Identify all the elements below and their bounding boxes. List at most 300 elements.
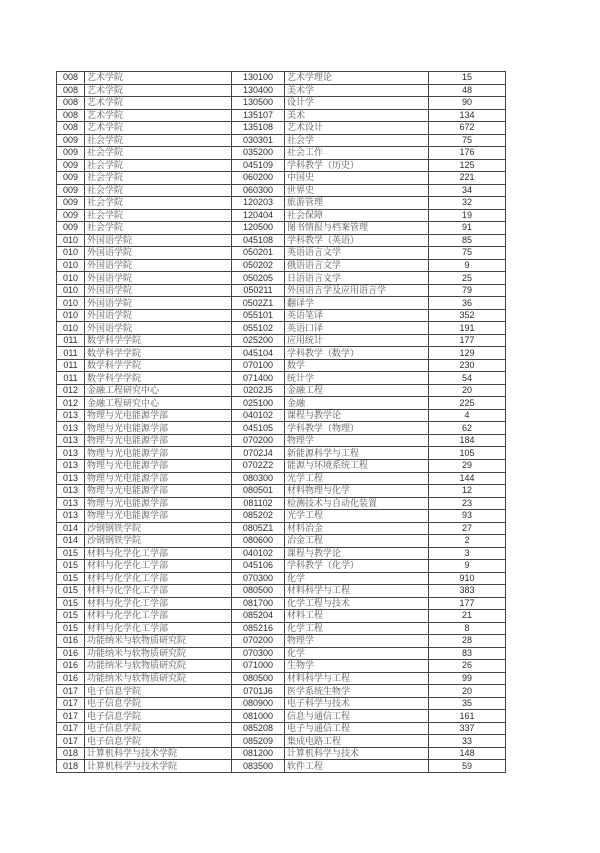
program-code-cell: 050202 (232, 259, 285, 272)
unit-code-cell: 017 (57, 685, 85, 698)
admit-count-cell: 8 (429, 622, 506, 635)
table-row (57, 535, 506, 548)
unit-code-cell: 009 (57, 134, 85, 147)
unit-code-cell: 015 (57, 572, 85, 585)
table-row (57, 359, 506, 372)
program-code-cell: 135108 (232, 122, 285, 135)
program-code-cell: 050211 (232, 284, 285, 297)
enrollment-table (56, 71, 506, 773)
program-code-cell: 071400 (232, 372, 285, 385)
admit-count-cell: 23 (429, 497, 506, 510)
program-code-cell: 045105 (232, 422, 285, 435)
program-name-cell: 学科教学（化学） (285, 560, 429, 573)
college-name-cell: 物理与光电能源学部 (85, 434, 232, 447)
table-row (57, 459, 506, 472)
program-name-cell: 社会保障 (285, 209, 429, 222)
program-code-cell: 055102 (232, 322, 285, 335)
program-code-cell: 080900 (232, 697, 285, 710)
unit-code-cell: 010 (57, 259, 85, 272)
admit-count-cell: 2 (429, 535, 506, 548)
table-row (57, 172, 506, 185)
program-name-cell: 外国语言学及应用语言学 (285, 284, 429, 297)
college-name-cell: 材料与化学化工学部 (85, 547, 232, 560)
program-name-cell: 生物学 (285, 660, 429, 673)
college-name-cell: 数学科学学院 (85, 372, 232, 385)
program-name-cell: 设计学 (285, 97, 429, 110)
program-name-cell: 图书情报与档案管理 (285, 222, 429, 235)
program-code-cell: 025200 (232, 334, 285, 347)
admit-count-cell: 672 (429, 122, 506, 135)
college-name-cell: 社会学院 (85, 172, 232, 185)
table-row (57, 585, 506, 598)
admit-count-cell: 75 (429, 247, 506, 260)
college-name-cell: 材料与化学化工学部 (85, 560, 232, 573)
program-code-cell: 130100 (232, 72, 285, 85)
college-name-cell: 社会学院 (85, 197, 232, 210)
college-name-cell: 计算机科学与技术学院 (85, 747, 232, 760)
table-row (57, 647, 506, 660)
program-code-cell: 083500 (232, 760, 285, 773)
program-name-cell: 学科教学（英语） (285, 234, 429, 247)
program-code-cell: 081700 (232, 597, 285, 610)
unit-code-cell: 012 (57, 397, 85, 410)
college-name-cell: 金融工程研究中心 (85, 397, 232, 410)
program-name-cell: 艺术设计 (285, 122, 429, 135)
program-code-cell: 085204 (232, 610, 285, 623)
program-name-cell: 化学 (285, 572, 429, 585)
admit-count-cell: 26 (429, 660, 506, 673)
college-name-cell: 外国语学院 (85, 297, 232, 310)
program-name-cell: 学科教学（历史） (285, 159, 429, 172)
program-name-cell: 材料工程 (285, 610, 429, 623)
unit-code-cell: 013 (57, 409, 85, 422)
admit-count-cell: 230 (429, 359, 506, 372)
program-name-cell: 数学 (285, 359, 429, 372)
admit-count-cell: 28 (429, 635, 506, 648)
program-name-cell: 社会工作 (285, 147, 429, 160)
table-row (57, 409, 506, 422)
program-name-cell: 物理学 (285, 635, 429, 648)
program-name-cell: 美术学 (285, 84, 429, 97)
admit-count-cell: 125 (429, 159, 506, 172)
table-row (57, 72, 506, 85)
unit-code-cell: 014 (57, 535, 85, 548)
admit-count-cell: 12 (429, 485, 506, 498)
table-row (57, 672, 506, 685)
unit-code-cell: 014 (57, 522, 85, 535)
unit-code-cell: 010 (57, 284, 85, 297)
program-name-cell: 课程与教学论 (285, 547, 429, 560)
unit-code-cell: 017 (57, 710, 85, 723)
program-code-cell: 050201 (232, 247, 285, 260)
table-row (57, 497, 506, 510)
admit-count-cell: 33 (429, 735, 506, 748)
table-row (57, 309, 506, 322)
table-row (57, 334, 506, 347)
table-row (57, 284, 506, 297)
table-row (57, 347, 506, 360)
unit-code-cell: 010 (57, 297, 85, 310)
table-row (57, 272, 506, 285)
table-row (57, 597, 506, 610)
college-name-cell: 计算机科学与技术学院 (85, 760, 232, 773)
admit-count-cell: 184 (429, 434, 506, 447)
table-row (57, 147, 506, 160)
table-row (57, 372, 506, 385)
table-row (57, 434, 506, 447)
program-code-cell: 035200 (232, 147, 285, 160)
unit-code-cell: 009 (57, 172, 85, 185)
program-code-cell: 085202 (232, 510, 285, 523)
admit-count-cell: 105 (429, 447, 506, 460)
unit-code-cell: 013 (57, 485, 85, 498)
unit-code-cell: 017 (57, 735, 85, 748)
unit-code-cell: 016 (57, 672, 85, 685)
college-name-cell: 艺术学院 (85, 72, 232, 85)
program-code-cell: 080600 (232, 535, 285, 548)
program-code-cell: 085209 (232, 735, 285, 748)
college-name-cell: 外国语学院 (85, 234, 232, 247)
program-code-cell: 050205 (232, 272, 285, 285)
college-name-cell: 材料与化学化工学部 (85, 585, 232, 598)
program-code-cell: 071000 (232, 660, 285, 673)
college-name-cell: 社会学院 (85, 147, 232, 160)
college-name-cell: 社会学院 (85, 222, 232, 235)
table-row (57, 422, 506, 435)
unit-code-cell: 017 (57, 722, 85, 735)
college-name-cell: 物理与光电能源学部 (85, 485, 232, 498)
unit-code-cell: 011 (57, 347, 85, 360)
table-body (57, 72, 506, 773)
program-name-cell: 光学工程 (285, 472, 429, 485)
college-name-cell: 金融工程研究中心 (85, 384, 232, 397)
program-name-cell: 英语笔译 (285, 309, 429, 322)
admit-count-cell: 19 (429, 209, 506, 222)
admit-count-cell: 54 (429, 372, 506, 385)
program-name-cell: 英语口译 (285, 322, 429, 335)
college-name-cell: 电子信息学院 (85, 710, 232, 723)
program-name-cell: 课程与教学论 (285, 409, 429, 422)
college-name-cell: 电子信息学院 (85, 685, 232, 698)
unit-code-cell: 018 (57, 747, 85, 760)
program-code-cell: 045104 (232, 347, 285, 360)
college-name-cell: 社会学院 (85, 134, 232, 147)
program-code-cell: 055101 (232, 309, 285, 322)
program-code-cell: 045109 (232, 159, 285, 172)
college-name-cell: 物理与光电能源学部 (85, 497, 232, 510)
table-row (57, 84, 506, 97)
unit-code-cell: 009 (57, 222, 85, 235)
college-name-cell: 电子信息学院 (85, 697, 232, 710)
admit-count-cell: 79 (429, 284, 506, 297)
program-name-cell: 学科教学（物理） (285, 422, 429, 435)
program-name-cell: 日语语言文学 (285, 272, 429, 285)
college-name-cell: 材料与化学化工学部 (85, 572, 232, 585)
program-code-cell: 045108 (232, 234, 285, 247)
admit-count-cell: 62 (429, 422, 506, 435)
college-name-cell: 材料与化学化工学部 (85, 597, 232, 610)
unit-code-cell: 015 (57, 610, 85, 623)
program-name-cell: 美术 (285, 109, 429, 122)
table-row (57, 572, 506, 585)
table-row (57, 722, 506, 735)
program-name-cell: 新能源科学与工程 (285, 447, 429, 460)
program-name-cell: 材料冶金 (285, 522, 429, 535)
unit-code-cell: 017 (57, 697, 85, 710)
program-code-cell: 045106 (232, 560, 285, 573)
unit-code-cell: 015 (57, 597, 85, 610)
table-row (57, 747, 506, 760)
program-name-cell: 化学 (285, 647, 429, 660)
admit-count-cell: 20 (429, 685, 506, 698)
college-name-cell: 艺术学院 (85, 97, 232, 110)
program-name-cell: 材料物理与化学 (285, 485, 429, 498)
unit-code-cell: 011 (57, 359, 85, 372)
table-row (57, 510, 506, 523)
program-code-cell: 025100 (232, 397, 285, 410)
unit-code-cell: 009 (57, 147, 85, 160)
program-code-cell: 081200 (232, 747, 285, 760)
admit-count-cell: 221 (429, 172, 506, 185)
college-name-cell: 物理与光电能源学部 (85, 447, 232, 460)
table-row (57, 322, 506, 335)
program-code-cell: 080500 (232, 585, 285, 598)
admit-count-cell: 75 (429, 134, 506, 147)
program-code-cell: 081000 (232, 710, 285, 723)
admit-count-cell: 93 (429, 510, 506, 523)
table-row (57, 209, 506, 222)
program-code-cell: 085208 (232, 722, 285, 735)
table-row (57, 122, 506, 135)
table-row (57, 547, 506, 560)
program-code-cell: 135107 (232, 109, 285, 122)
unit-code-cell: 010 (57, 234, 85, 247)
program-code-cell: 080500 (232, 672, 285, 685)
program-name-cell: 艺术学理论 (285, 72, 429, 85)
unit-code-cell: 015 (57, 622, 85, 635)
unit-code-cell: 010 (57, 272, 85, 285)
unit-code-cell: 015 (57, 547, 85, 560)
program-code-cell: 030301 (232, 134, 285, 147)
unit-code-cell: 008 (57, 109, 85, 122)
unit-code-cell: 016 (57, 635, 85, 648)
table-row (57, 134, 506, 147)
unit-code-cell: 011 (57, 372, 85, 385)
admit-count-cell: 36 (429, 297, 506, 310)
program-name-cell: 俄语语言文学 (285, 259, 429, 272)
admit-count-cell: 191 (429, 322, 506, 335)
table-row (57, 622, 506, 635)
table-row (57, 710, 506, 723)
program-name-cell: 应用统计 (285, 334, 429, 347)
program-code-cell: 0702J4 (232, 447, 285, 460)
college-name-cell: 社会学院 (85, 184, 232, 197)
program-name-cell: 材料科学与工程 (285, 585, 429, 598)
admit-count-cell: 9 (429, 560, 506, 573)
college-name-cell: 社会学院 (85, 209, 232, 222)
college-name-cell: 外国语学院 (85, 272, 232, 285)
program-code-cell: 080501 (232, 485, 285, 498)
program-name-cell: 学科教学（数学） (285, 347, 429, 360)
table-row (57, 197, 506, 210)
table-row (57, 397, 506, 410)
program-code-cell: 060200 (232, 172, 285, 185)
program-name-cell: 统计学 (285, 372, 429, 385)
admit-count-cell: 352 (429, 309, 506, 322)
table-row (57, 735, 506, 748)
admit-count-cell: 27 (429, 522, 506, 535)
unit-code-cell: 010 (57, 322, 85, 335)
college-name-cell: 电子信息学院 (85, 735, 232, 748)
college-name-cell: 材料与化学化工学部 (85, 610, 232, 623)
unit-code-cell: 013 (57, 510, 85, 523)
table-row (57, 247, 506, 260)
table-row (57, 485, 506, 498)
table-row (57, 109, 506, 122)
college-name-cell: 外国语学院 (85, 322, 232, 335)
unit-code-cell: 009 (57, 159, 85, 172)
admit-count-cell: 177 (429, 334, 506, 347)
admit-count-cell: 4 (429, 409, 506, 422)
program-name-cell: 物理学 (285, 434, 429, 447)
table-row (57, 635, 506, 648)
program-code-cell: 070200 (232, 434, 285, 447)
program-name-cell: 金融工程 (285, 384, 429, 397)
program-code-cell: 120500 (232, 222, 285, 235)
table-row (57, 660, 506, 673)
admit-count-cell: 129 (429, 347, 506, 360)
admit-count-cell: 59 (429, 760, 506, 773)
unit-code-cell: 013 (57, 459, 85, 472)
program-code-cell: 0701J6 (232, 685, 285, 698)
program-code-cell: 120203 (232, 197, 285, 210)
college-name-cell: 物理与光电能源学部 (85, 510, 232, 523)
program-code-cell: 070300 (232, 572, 285, 585)
admit-count-cell: 161 (429, 710, 506, 723)
college-name-cell: 沙钢钢铁学院 (85, 535, 232, 548)
program-code-cell: 130400 (232, 84, 285, 97)
program-name-cell: 材料科学与工程 (285, 672, 429, 685)
college-name-cell: 社会学院 (85, 159, 232, 172)
program-name-cell: 世界史 (285, 184, 429, 197)
program-code-cell: 070200 (232, 635, 285, 648)
program-name-cell: 光学工程 (285, 510, 429, 523)
college-name-cell: 数学科学学院 (85, 359, 232, 372)
college-name-cell: 物理与光电能源学部 (85, 422, 232, 435)
table-row (57, 472, 506, 485)
unit-code-cell: 009 (57, 184, 85, 197)
college-name-cell: 艺术学院 (85, 109, 232, 122)
admit-count-cell: 383 (429, 585, 506, 598)
table-row (57, 522, 506, 535)
program-code-cell: 0202J5 (232, 384, 285, 397)
program-name-cell: 中国史 (285, 172, 429, 185)
admit-count-cell: 134 (429, 109, 506, 122)
unit-code-cell: 013 (57, 434, 85, 447)
table-row (57, 259, 506, 272)
college-name-cell: 沙钢钢铁学院 (85, 522, 232, 535)
program-name-cell: 化学工程 (285, 622, 429, 635)
unit-code-cell: 010 (57, 247, 85, 260)
admit-count-cell: 85 (429, 234, 506, 247)
table-row (57, 222, 506, 235)
program-name-cell: 电子科学与技术 (285, 697, 429, 710)
admit-count-cell: 34 (429, 184, 506, 197)
unit-code-cell: 018 (57, 760, 85, 773)
unit-code-cell: 016 (57, 660, 85, 673)
college-name-cell: 功能纳米与软物质研究院 (85, 660, 232, 673)
admit-count-cell: 177 (429, 597, 506, 610)
college-name-cell: 功能纳米与软物质研究院 (85, 672, 232, 685)
unit-code-cell: 013 (57, 497, 85, 510)
college-name-cell: 物理与光电能源学部 (85, 472, 232, 485)
college-name-cell: 材料与化学化工学部 (85, 622, 232, 635)
unit-code-cell: 008 (57, 84, 85, 97)
program-code-cell: 080300 (232, 472, 285, 485)
college-name-cell: 数学科学学院 (85, 347, 232, 360)
table-row (57, 184, 506, 197)
admit-count-cell: 21 (429, 610, 506, 623)
unit-code-cell: 008 (57, 122, 85, 135)
college-name-cell: 物理与光电能源学部 (85, 459, 232, 472)
program-name-cell: 化学工程与技术 (285, 597, 429, 610)
unit-code-cell: 011 (57, 334, 85, 347)
program-name-cell: 社会学 (285, 134, 429, 147)
program-code-cell: 040102 (232, 547, 285, 560)
college-name-cell: 艺术学院 (85, 122, 232, 135)
table-row (57, 97, 506, 110)
program-name-cell: 能源与环境系统工程 (285, 459, 429, 472)
admit-count-cell: 99 (429, 672, 506, 685)
program-code-cell: 070300 (232, 647, 285, 660)
unit-code-cell: 008 (57, 72, 85, 85)
college-name-cell: 外国语学院 (85, 284, 232, 297)
table-row (57, 610, 506, 623)
program-name-cell: 电子与通信工程 (285, 722, 429, 735)
program-name-cell: 冶金工程 (285, 535, 429, 548)
college-name-cell: 功能纳米与软物质研究院 (85, 635, 232, 648)
college-name-cell: 外国语学院 (85, 247, 232, 260)
program-code-cell: 0702Z2 (232, 459, 285, 472)
unit-code-cell: 013 (57, 472, 85, 485)
table-row (57, 560, 506, 573)
program-code-cell: 130500 (232, 97, 285, 110)
table-row (57, 447, 506, 460)
college-name-cell: 电子信息学院 (85, 722, 232, 735)
program-code-cell: 040102 (232, 409, 285, 422)
college-name-cell: 外国语学院 (85, 259, 232, 272)
admit-count-cell: 337 (429, 722, 506, 735)
admit-count-cell: 225 (429, 397, 506, 410)
table-row (57, 697, 506, 710)
program-name-cell: 英语语言文学 (285, 247, 429, 260)
unit-code-cell: 008 (57, 97, 85, 110)
admit-count-cell: 148 (429, 747, 506, 760)
unit-code-cell: 013 (57, 422, 85, 435)
table-row (57, 234, 506, 247)
program-code-cell: 0502Z1 (232, 297, 285, 310)
unit-code-cell: 013 (57, 447, 85, 460)
college-name-cell: 数学科学学院 (85, 334, 232, 347)
unit-code-cell: 010 (57, 309, 85, 322)
college-name-cell: 物理与光电能源学部 (85, 409, 232, 422)
program-code-cell: 081102 (232, 497, 285, 510)
program-name-cell: 信息与通信工程 (285, 710, 429, 723)
unit-code-cell: 015 (57, 585, 85, 598)
program-name-cell: 检测技术与自动化装置 (285, 497, 429, 510)
admit-count-cell: 48 (429, 84, 506, 97)
admit-count-cell: 3 (429, 547, 506, 560)
